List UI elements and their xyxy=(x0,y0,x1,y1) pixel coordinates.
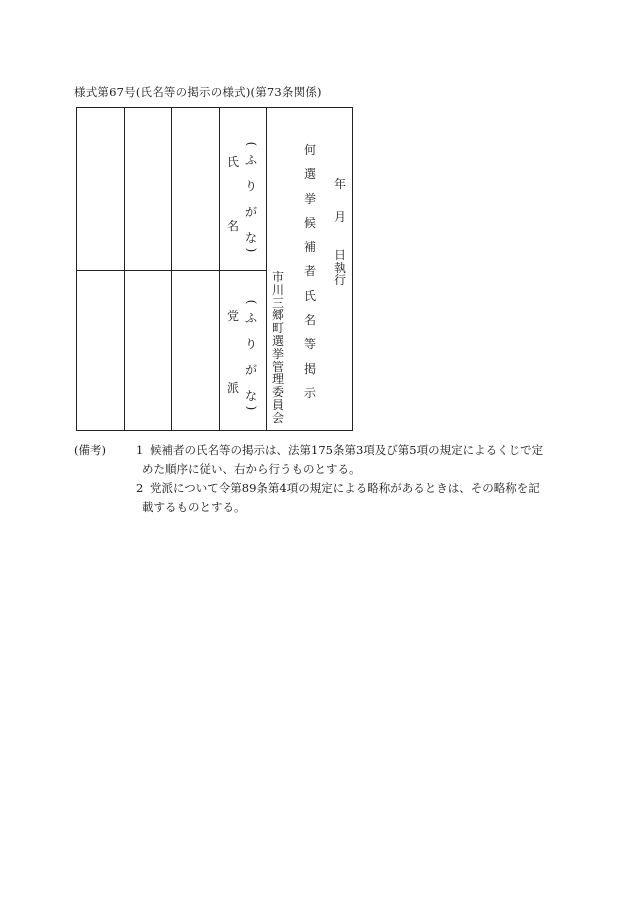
furigana-paren-close: ) xyxy=(244,405,258,411)
column-divider xyxy=(124,108,125,430)
column-divider xyxy=(266,108,267,430)
remark-number: 2 xyxy=(136,481,144,495)
remark-number: 1 xyxy=(136,443,144,457)
furigana-paren-open: ( xyxy=(244,299,258,305)
party-label-char-1: 党 xyxy=(227,309,240,323)
remark-text-line: 載するものとする。 xyxy=(142,500,246,514)
name-furigana: ( ふ り が な ) xyxy=(244,141,258,253)
name-label-char-2: 名 xyxy=(227,219,240,233)
party-label-char-2: 派 xyxy=(227,381,240,395)
furigana-paren-close: ) xyxy=(244,247,258,253)
date-year: 年 xyxy=(334,177,347,191)
issuer-vertical: 市 川 三 郷 町 選 挙 管 理 委 員 会 xyxy=(272,270,285,425)
form-heading: 様式第67号(氏名等の掲示の様式)(第73条関係) xyxy=(74,85,322,99)
row-divider xyxy=(77,270,266,271)
column-divider xyxy=(171,108,172,430)
remarks-label: (備考) xyxy=(74,443,106,457)
posting-title-vertical: 何 選 挙 候 補 者 氏 名 等 掲 示 xyxy=(304,143,317,400)
furigana-paren-open: ( xyxy=(244,141,258,147)
candidate-posting-form xyxy=(76,107,353,431)
date-month: 月 xyxy=(334,210,347,224)
date-day-executed: 日 執 行 xyxy=(334,248,347,287)
party-furigana: ( ふ り が な ) xyxy=(244,299,258,411)
remark-text-line: めた順序に従い、右から行うものとする。 xyxy=(142,462,361,476)
remark-text-line: 候補者の氏名等の掲示は、法第175条第3項及び第5項の規定によるくじで定 xyxy=(150,443,544,457)
name-label-char-1: 氏 xyxy=(227,155,240,169)
remark-text-line: 党派について令第89条第4項の規定による略称があるときは、その略称を記 xyxy=(150,481,540,495)
column-divider xyxy=(219,108,220,430)
